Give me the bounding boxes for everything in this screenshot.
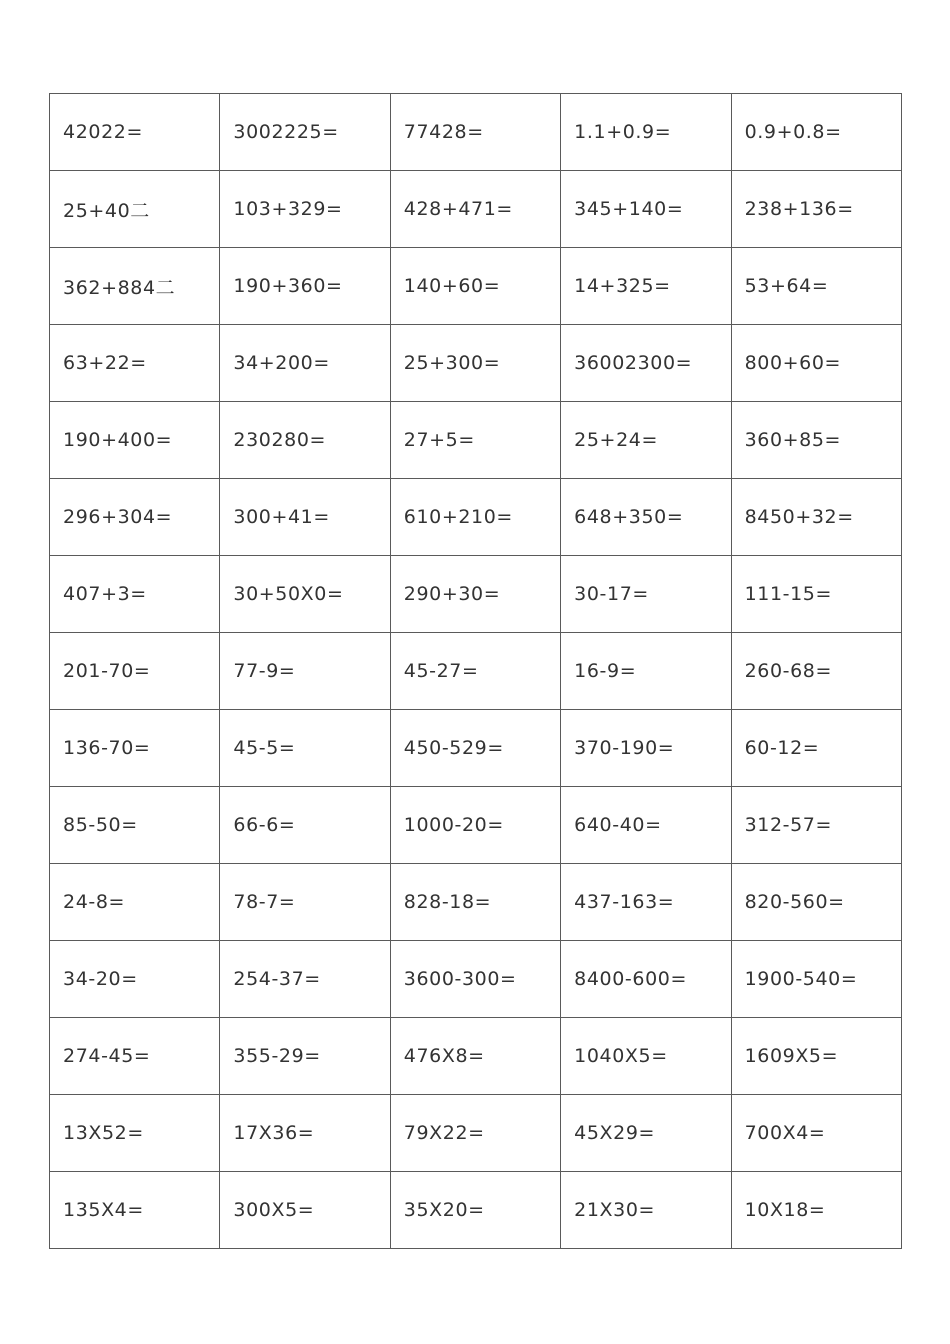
problem-cell: 362+884二 bbox=[50, 248, 220, 325]
table-row bbox=[50, 1095, 902, 1172]
problem-cell: 77428= bbox=[390, 94, 560, 171]
problem-cell: 407+3= bbox=[50, 556, 220, 633]
problem-cell: 345+140= bbox=[561, 171, 731, 248]
table-row bbox=[50, 1018, 902, 1095]
problem-cell: 640-40= bbox=[561, 787, 731, 864]
problem-cell: 66-6= bbox=[220, 787, 390, 864]
problem-cell: 30+50X0= bbox=[220, 556, 390, 633]
problem-cell: 230280= bbox=[220, 402, 390, 479]
problem-cell: 254-37= bbox=[220, 941, 390, 1018]
problem-cell: 21X30= bbox=[561, 1172, 731, 1249]
table-row bbox=[50, 941, 902, 1018]
problem-cell: 60-12= bbox=[731, 710, 901, 787]
problem-cell: 136-70= bbox=[50, 710, 220, 787]
problem-cell: 610+210= bbox=[390, 479, 560, 556]
problem-cell: 828-18= bbox=[390, 864, 560, 941]
table-row bbox=[50, 1172, 902, 1249]
problem-cell: 3002225= bbox=[220, 94, 390, 171]
problem-cell: 14+325= bbox=[561, 248, 731, 325]
problem-cell: 1.1+0.9= bbox=[561, 94, 731, 171]
problem-cell: 25+40二 bbox=[50, 171, 220, 248]
problem-cell: 355-29= bbox=[220, 1018, 390, 1095]
problem-cell: 30-17= bbox=[561, 556, 731, 633]
problem-cell: 190+400= bbox=[50, 402, 220, 479]
problem-cell: 10X18= bbox=[731, 1172, 901, 1249]
problem-cell: 800+60= bbox=[731, 325, 901, 402]
problem-cell: 274-45= bbox=[50, 1018, 220, 1095]
problem-cell: 238+136= bbox=[731, 171, 901, 248]
problem-cell: 8450+32= bbox=[731, 479, 901, 556]
problem-cell: 3600-300= bbox=[390, 941, 560, 1018]
table-row bbox=[50, 248, 902, 325]
problem-cell: 24-8= bbox=[50, 864, 220, 941]
problem-cell: 476X8= bbox=[390, 1018, 560, 1095]
problem-cell: 1040X5= bbox=[561, 1018, 731, 1095]
problem-cell: 53+64= bbox=[731, 248, 901, 325]
problem-cell: 140+60= bbox=[390, 248, 560, 325]
problem-cell: 290+30= bbox=[390, 556, 560, 633]
problem-cell: 300+41= bbox=[220, 479, 390, 556]
problem-cell: 1609X5= bbox=[731, 1018, 901, 1095]
problem-cell: 0.9+0.8= bbox=[731, 94, 901, 171]
table-row bbox=[50, 556, 902, 633]
problem-cell: 45-27= bbox=[390, 633, 560, 710]
table-row bbox=[50, 479, 902, 556]
problem-cell: 201-70= bbox=[50, 633, 220, 710]
problem-cell: 77-9= bbox=[220, 633, 390, 710]
table-row bbox=[50, 171, 902, 248]
problem-cell: 17X36= bbox=[220, 1095, 390, 1172]
problem-cell: 35X20= bbox=[390, 1172, 560, 1249]
problem-cell: 428+471= bbox=[390, 171, 560, 248]
problem-cell: 45-5= bbox=[220, 710, 390, 787]
problem-cell: 45X29= bbox=[561, 1095, 731, 1172]
problem-cell: 36002300= bbox=[561, 325, 731, 402]
problem-cell: 34-20= bbox=[50, 941, 220, 1018]
problem-cell: 8400-600= bbox=[561, 941, 731, 1018]
table-row bbox=[50, 864, 902, 941]
problem-cell: 648+350= bbox=[561, 479, 731, 556]
problem-cell: 820-560= bbox=[731, 864, 901, 941]
table-row bbox=[50, 402, 902, 479]
problem-cell: 312-57= bbox=[731, 787, 901, 864]
problem-cell: 42022= bbox=[50, 94, 220, 171]
problem-cell: 16-9= bbox=[561, 633, 731, 710]
problem-cell: 79X22= bbox=[390, 1095, 560, 1172]
problem-cell: 300X5= bbox=[220, 1172, 390, 1249]
table-row bbox=[50, 94, 902, 171]
problem-cell: 190+360= bbox=[220, 248, 390, 325]
problem-cell: 103+329= bbox=[220, 171, 390, 248]
problem-cell: 34+200= bbox=[220, 325, 390, 402]
table-row bbox=[50, 633, 902, 710]
table-row bbox=[50, 325, 902, 402]
problem-cell: 85-50= bbox=[50, 787, 220, 864]
problem-cell: 13X52= bbox=[50, 1095, 220, 1172]
arithmetic-worksheet-table bbox=[49, 93, 902, 1249]
problem-cell: 25+300= bbox=[390, 325, 560, 402]
problem-cell: 27+5= bbox=[390, 402, 560, 479]
worksheet-body bbox=[50, 94, 902, 1249]
table-row bbox=[50, 787, 902, 864]
problem-cell: 437-163= bbox=[561, 864, 731, 941]
problem-cell: 370-190= bbox=[561, 710, 731, 787]
problem-cell: 111-15= bbox=[731, 556, 901, 633]
problem-cell: 700X4= bbox=[731, 1095, 901, 1172]
problem-cell: 1900-540= bbox=[731, 941, 901, 1018]
problem-cell: 296+304= bbox=[50, 479, 220, 556]
problem-cell: 1000-20= bbox=[390, 787, 560, 864]
problem-cell: 260-68= bbox=[731, 633, 901, 710]
problem-cell: 360+85= bbox=[731, 402, 901, 479]
table-row bbox=[50, 710, 902, 787]
problem-cell: 25+24= bbox=[561, 402, 731, 479]
problem-cell: 135X4= bbox=[50, 1172, 220, 1249]
problem-cell: 450-529= bbox=[390, 710, 560, 787]
problem-cell: 63+22= bbox=[50, 325, 220, 402]
problem-cell: 78-7= bbox=[220, 864, 390, 941]
